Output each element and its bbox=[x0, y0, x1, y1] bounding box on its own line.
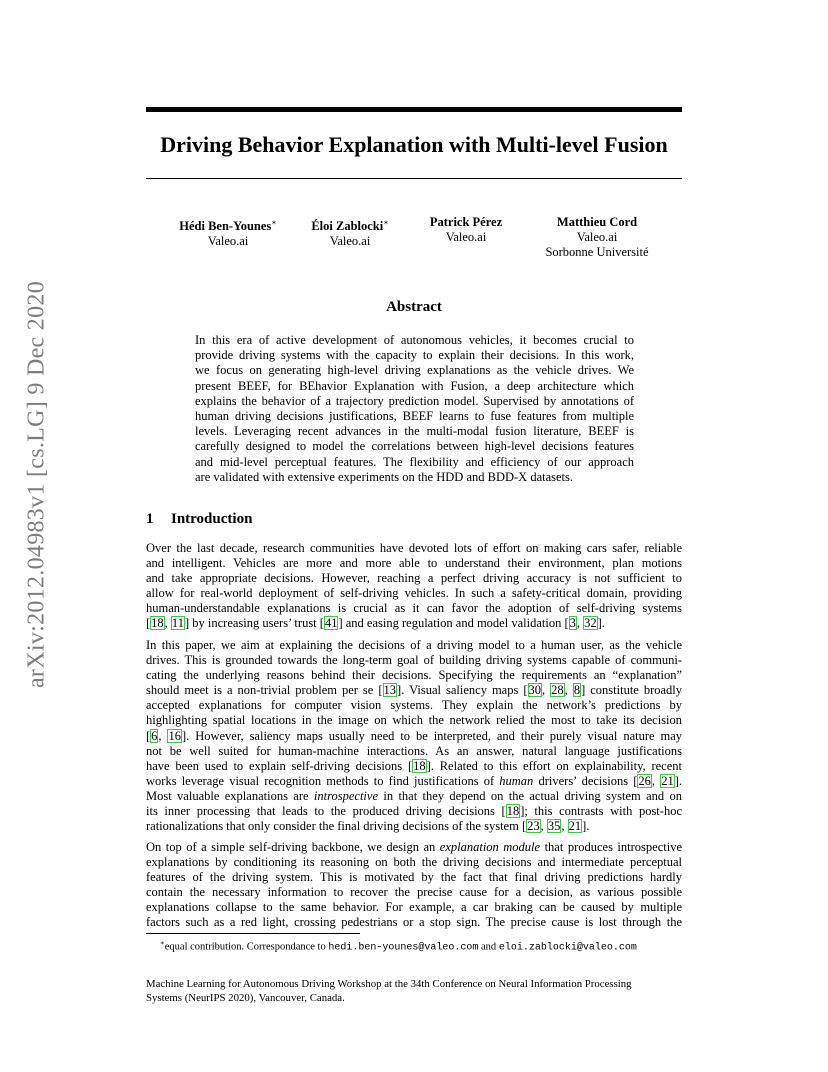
text-line: contain the necessary information to recover the precise cause for a decision, as various possible bbox=[146, 885, 682, 900]
author-name: Patrick Pérez bbox=[429, 215, 503, 229]
text-run: . Related to this effort on explainability, recent bbox=[430, 758, 682, 773]
section-title: Introduction bbox=[171, 511, 253, 527]
equal-contrib-mark: ∗ bbox=[271, 218, 277, 227]
text-line: explanations by conditioning its reasoning on both the driving decisions and intermediate perceptual bbox=[146, 855, 682, 870]
text-line: should meet is a non-trivial problem per se [13]. Visual saliency maps [30, 28, 8] constitute broadly bbox=[146, 683, 683, 698]
citation-link[interactable]: 23 bbox=[527, 819, 540, 834]
author-name: Matthieu Cord bbox=[556, 215, 638, 229]
text-run: drivers’ decisions bbox=[533, 773, 634, 788]
text-line: In this paper, we aim at explaining the decisions of a driving model to a human user, as the vehicle bbox=[146, 638, 682, 652]
author-3 bbox=[414, 215, 518, 245]
emphasis-text: human bbox=[499, 773, 534, 788]
title-top-rule bbox=[146, 107, 682, 112]
abstract-line: human driving decisions justifications, BEEF learns to fuse features from multiple bbox=[195, 409, 634, 424]
author-2 bbox=[296, 215, 404, 249]
text-line: and intelligent. Vehicles are more and more able to understand their environment, plan motions bbox=[146, 556, 682, 571]
text-line: works leverage visual recognition methods to find justifications of human drivers’ decisions [26, 21]. bbox=[146, 773, 682, 788]
venue-line: Machine Learning for Autonomous Driving Workshop at the 34th Conference on Neural Information Processing bbox=[146, 978, 632, 990]
arxiv-stamp-text: arXiv:2012.04983v1 [cs.LG] 9 Dec 2020 bbox=[23, 280, 50, 689]
emphasis-text: explanation module bbox=[439, 840, 541, 854]
abstract-line: and mid-level perceptual features. The flexibility and efficiency of our approach bbox=[195, 454, 634, 469]
venue-line: Systems (NeurIPS 2020), Vancouver, Canada. bbox=[146, 992, 345, 1004]
citation-link[interactable]: 8 bbox=[573, 683, 581, 698]
citation-link[interactable]: 13 bbox=[383, 683, 397, 698]
text-line: human-understandable explanations is crucial as it can favor the adoption of self-driving systems bbox=[146, 601, 682, 616]
text-run: should meet is a non-trivial problem per se bbox=[146, 683, 379, 698]
abstract-line: In this era of active development of autonomous vehicles, it becomes crucial to bbox=[195, 333, 634, 347]
section-heading bbox=[146, 511, 252, 528]
author-affiliation: Valeo.ai bbox=[576, 230, 618, 244]
text-line: allow for real-world deployment of self-driving vehicles. In such a safety-critical domain, providing bbox=[146, 586, 682, 601]
text-line: explanations collapse to the same behavior. For example, a car braking can be caused by multiple bbox=[146, 900, 682, 915]
text-run: in that they depend on the actual driving system and on bbox=[378, 788, 682, 803]
text-run: and easing regulation and model validation bbox=[342, 616, 565, 631]
text-line: have been used to explain self-driving decisions [18]. Related to this effort on explainability, recent bbox=[146, 758, 682, 773]
text-run: works leverage visual recognition methods to find justifications of bbox=[146, 773, 500, 788]
text-line: cating the underlying reasons behind their decisions. Specifying the requirements an “explanation” bbox=[146, 668, 682, 683]
citation-link[interactable]: 30 bbox=[528, 683, 542, 698]
abstract-line: carefully designed to model the correlations between high-level decisions features bbox=[195, 439, 634, 454]
abstract-line: levels. Leveraging recent advances in the multi-modal fusion literature, BEEF is bbox=[195, 424, 634, 439]
text-line: [6, 16]. However, saliency maps usually need to be interpreted, and their purely visual nature may bbox=[146, 728, 683, 743]
citation-link[interactable]: 18 bbox=[506, 804, 520, 819]
text-line: features of the driving system. This is motivated by the fact that final driving predictions hardly bbox=[146, 870, 682, 885]
text-run: constitute broadly bbox=[585, 683, 683, 698]
text-line: rationalizations that only consider the final driving decisions of the system [23, 35, 21]. bbox=[146, 819, 590, 834]
footnote-text: and bbox=[478, 941, 499, 953]
text-line: not be well suited for human-machine interactions. As an answer, natural language justifications bbox=[146, 743, 682, 758]
footnote-text: equal contribution. Correspondance to bbox=[164, 941, 329, 953]
text-line bbox=[146, 840, 682, 855]
email-link[interactable]: eloi.zablocki@valeo.com bbox=[498, 942, 637, 954]
author-affiliation: Valeo.ai bbox=[329, 234, 371, 249]
text-line: Over the last decade, research communities have devoted lots of effort on making cars safer, reliable bbox=[146, 541, 682, 555]
emphasis-text: introspective bbox=[313, 788, 379, 803]
text-line: its inner processing that leads to the produced driving decisions [18]; this contrasts with post-hoc bbox=[146, 804, 682, 819]
text-line: factors such as a red light, crossing pedestrians or a stop sign. The precise cause is lost through the bbox=[146, 915, 682, 930]
text-run: by increasing users’ trust bbox=[189, 616, 320, 631]
text-run: ; this contrasts with post-hoc bbox=[524, 804, 682, 819]
citation-link[interactable]: 18 bbox=[151, 616, 164, 631]
abstract-line: provide driving systems with the capacity to explain their decisions. In this work, bbox=[195, 348, 634, 363]
intro-paragraph-1 bbox=[146, 541, 682, 632]
paper-title: Driving Behavior Explanation with Multi-level Fusion bbox=[160, 132, 668, 157]
title-bottom-rule bbox=[146, 178, 682, 179]
text-run: its inner processing that leads to the produced driving decisions bbox=[146, 804, 502, 819]
venue-note bbox=[146, 977, 686, 1005]
citation-link[interactable]: 35 bbox=[547, 819, 561, 834]
abstract-line: explains the behavior of a trajectory prediction model. Supervised by annotations of bbox=[195, 393, 634, 408]
author-affiliation: Valeo.ai bbox=[445, 230, 487, 244]
text-run: that produces introspective bbox=[540, 840, 682, 854]
equal-contrib-mark: ∗ bbox=[383, 218, 389, 227]
footnote-mark: ∗ bbox=[160, 939, 165, 947]
text-line: drives. This is grounded towards the long-term goal of building driving systems capable of communi- bbox=[146, 653, 682, 668]
text-line: highlighting spatial locations in the image on which the network relied the most to take its decision bbox=[146, 713, 682, 728]
citation-link[interactable]: 28 bbox=[551, 683, 564, 698]
citation-link[interactable]: 21 bbox=[568, 819, 582, 834]
citation-link[interactable]: 6 bbox=[151, 728, 158, 743]
intro-paragraph-2 bbox=[146, 638, 682, 834]
abstract-line: we focus on generating high-level driving explanations as the vehicle drives. We bbox=[195, 363, 634, 378]
author-affiliation: Sorbonne Université bbox=[545, 245, 649, 259]
text-run: rationalizations that only consider the final driving decisions of the system bbox=[146, 819, 522, 834]
text-run: . Visual saliency maps bbox=[401, 683, 524, 698]
email-link[interactable]: hedi.ben-younes@valeo.com bbox=[328, 942, 479, 954]
author-4 bbox=[530, 215, 664, 260]
citation-link[interactable]: 32 bbox=[584, 616, 597, 631]
text-run: Most valuable explanations are bbox=[146, 788, 314, 803]
author-affiliation: Valeo.ai bbox=[207, 234, 249, 249]
text-line: and take appropriate decisions. However, reaching a perfect driving accuracy is not sufficient to bbox=[146, 571, 682, 586]
text-line: [18, 11] by increasing users’ trust [41] and easing regulation and model validation [3, 32]. bbox=[146, 616, 605, 631]
citation-link[interactable]: 3 bbox=[569, 616, 576, 631]
text-run: have been used to explain self-driving decisions bbox=[146, 758, 408, 773]
citation-link[interactable]: 26 bbox=[638, 773, 651, 788]
footnote-rule bbox=[146, 933, 360, 934]
author-name: Hédi Ben-Younes bbox=[179, 219, 272, 234]
text-run: On top of a simple self-driving backbone, we design an bbox=[146, 840, 440, 854]
text-run: . However, saliency maps usually need to be interpreted, and their purely visual nature may bbox=[186, 728, 683, 743]
author-1 bbox=[170, 215, 286, 249]
abstract-body bbox=[195, 333, 634, 485]
abstract-line: are validated with extensive experiments on the HDD and BDD-X datasets. bbox=[195, 469, 574, 484]
citation-link[interactable]: 16 bbox=[168, 728, 181, 743]
abstract-heading: Abstract bbox=[386, 299, 442, 315]
author-name: Éloi Zablocki bbox=[311, 219, 384, 234]
intro-paragraph-3 bbox=[146, 840, 682, 931]
section-number: 1 bbox=[146, 511, 154, 527]
text-line bbox=[146, 789, 682, 804]
citation-link[interactable]: 21 bbox=[661, 773, 674, 788]
citation-link[interactable]: 18 bbox=[413, 758, 426, 773]
citation-link[interactable]: 41 bbox=[324, 616, 338, 631]
text-line: accepted explanations for computer vision systems. They explain the network’s predictions by bbox=[146, 698, 682, 713]
abstract-line: present BEEF, for BEhavior Explanation with Fusion, a deep architecture which bbox=[195, 378, 634, 393]
citation-link[interactable]: 11 bbox=[171, 616, 184, 631]
footnote bbox=[146, 937, 686, 955]
